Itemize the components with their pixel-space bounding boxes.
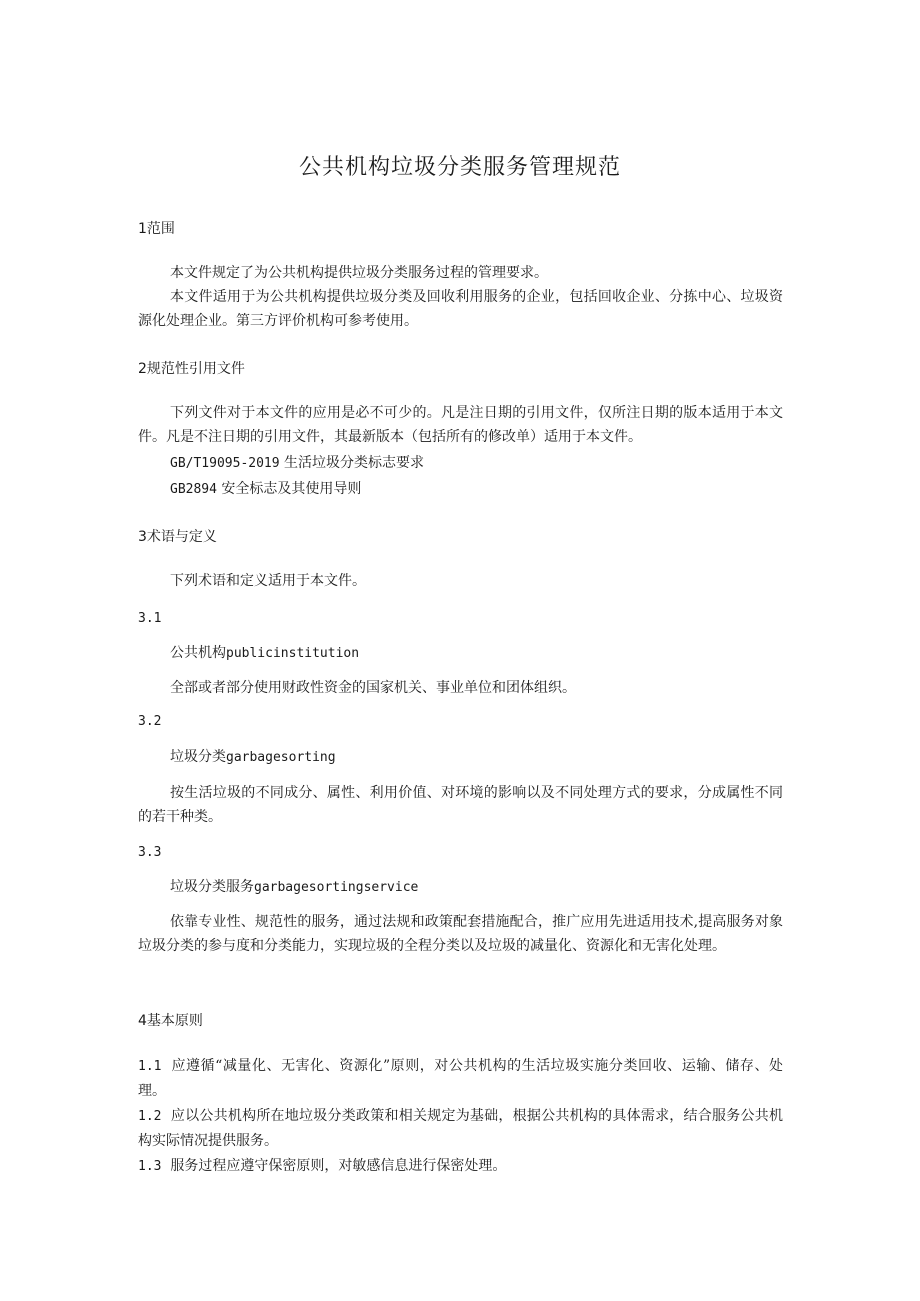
term-name [170,745,336,770]
section-2-heading: 2规范性引用文件 [138,361,245,377]
principle-number: 1.1 [138,1059,162,1074]
reference-code: GB2894 [170,482,217,497]
principle-text: 应遵循“减量化、无害化、资源化”原则，对公共机构的生活垃圾实施分类回收、运输、储存、处理。 [138,1058,784,1099]
term-definition: 依靠专业性、规范性的服务，通过法规和政策配套措施配合，推广应用先进适用技术,提高服务对象垃圾分类的参与度和分类能力，实现垃圾的全程分类以及垃圾的减量化、资源化和无害化处理。 [138,914,783,954]
reference-title: 安全标志及其使用导则 [221,481,362,497]
term-en: publicinstitution [226,646,360,661]
term-number: 3.2 [138,714,162,729]
reference-title: 生活垃圾分类标志要求 [284,455,425,471]
reference-code: GB/T19095-2019 [170,456,280,471]
section-3-heading: 3术语与定义 [138,529,217,545]
principle-item-1 [138,1054,783,1103]
term-zh: 垃圾分类服务 [170,879,254,895]
term-en: garbagesortingservice [254,880,419,895]
section-1-paragraph-1: 本文件规定了为公共机构提供垃圾分类服务过程的管理要求。 [170,265,548,281]
section-2-paragraph-1: 下列文件对于本文件的应用是必不可少的。凡是注日期的引用文件，仅所注日期的版本适用于本文件。凡是不注日期的引用文件，其最新版本（包括所有的修改单）适用于本文件。 [138,405,783,445]
term-number: 3.1 [138,611,162,626]
term-zh: 垃圾分类 [170,749,226,765]
principle-text: 应以公共机构所在地垃圾分类政策和相关规定为基础，根据公共机构的具体需求，结合服务公共机构实际情况提供服务。 [138,1108,783,1149]
document-title: 公共机构垃圾分类服务管理规范 [298,155,621,180]
term-name [170,641,359,666]
principle-item-3 [138,1154,783,1179]
term-name [170,875,418,900]
term-number: 3.3 [138,845,162,860]
principle-text: 服务过程应遵守保密原则，对敏感信息进行保密处理。 [170,1158,507,1174]
principle-number: 1.2 [138,1109,162,1124]
term-en: garbagesorting [226,750,336,765]
reference-item-1 [170,451,424,476]
term-zh: 公共机构 [170,645,226,661]
principle-number: 1.3 [138,1159,162,1174]
term-definition: 全部或者部分使用财政性资金的国家机关、事业单位和团体组织。 [170,680,576,696]
section-1-heading: 1范围 [138,221,175,237]
section-1-paragraph-2: 本文件适用于为公共机构提供垃圾分类及回收利用服务的企业，包括回收企业、分拣中心、垃圾资源化处理企业。第三方评价机构可参考使用。 [138,289,783,329]
reference-item-2 [170,477,361,502]
principle-item-2 [138,1104,783,1153]
section-4-heading: 4基本原则 [138,1013,203,1029]
term-definition: 按生活垃圾的不同成分、属性、利用价值、对环境的影响以及不同处理方式的要求，分成属性不同的若干种类。 [138,785,783,825]
section-3-intro: 下列术语和定义适用于本文件。 [170,573,366,589]
